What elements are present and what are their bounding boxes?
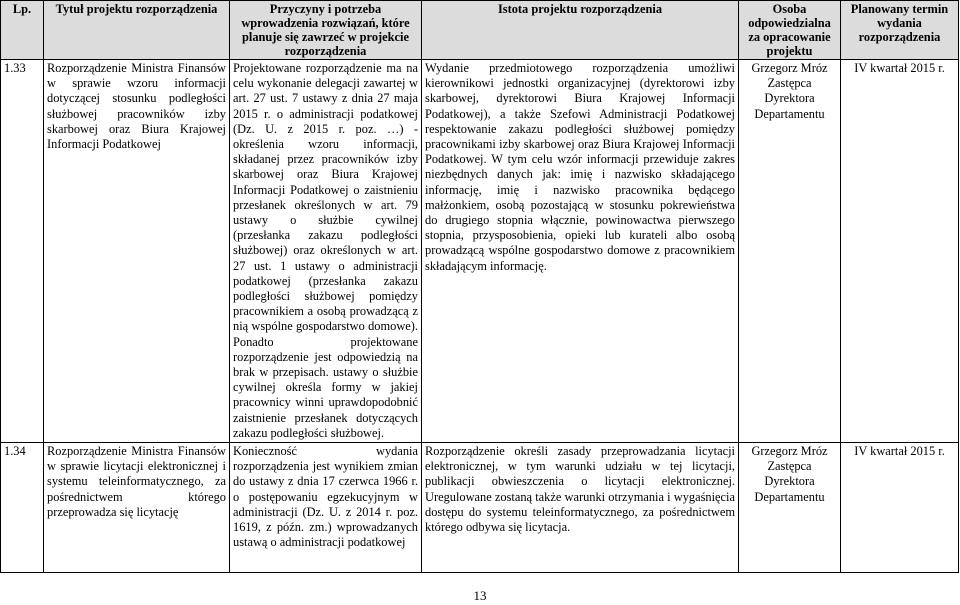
table-row	[1, 443, 959, 573]
header-title: Tytuł projektu rozporządzenia	[44, 1, 230, 60]
header-reasons: Przyczyny i potrzeba wprowadzenia rozwiązań, które planuje się zawrzeć w projekcie rozporządzenia	[230, 1, 422, 60]
row-essence: Rozporządzenie określi zasady przeprowadzania licytacji elektronicznej, w tym warunki udziału w tej licytacji, publikacji obwieszczenia o licytacji elektronicznej. Uregulowane zostaną także warunki otrzymania i wygaśnięcia dostępu do systemu teleinformatycznego, za pośrednictwem którego odbywa się licytacja.	[422, 443, 739, 573]
row-reasons: Projektowane rozporządzenie ma na celu wykonanie delegacji zawartej w art. 27 ust. 7 ustawy z dnia 27 maja 2015 r. o administracji podatkowej (Dz. U. z 2015 r. poz. …) - określenia wzoru informacji, składanej przez pracowników izby skarbowej oraz Biura Krajowej Informacji Podatkowej o zaistnieniu przesłanek określonych w art. 79 ustawy o służbie cywilnej (przesłanka zakazu podległości służbowej) oraz określonych w art. 27 ust. 1 ustawy o administracji podatkowej (przesłanka zakazu podległości służbowej pomiędzy pracownikiem a osobą prowadzącą z nią wspólne gospodarstwo domowe). Ponadto projektowane rozporządzenie jest odpowiedzią na brak w przepisach. ustawy o służbie cywilnej określa formy w jakiej pracownicy winni uprawdopodobnić zaistnienie przesłanek dotyczących zakazu podległości służbowej.	[230, 60, 422, 443]
row-person: Grzegorz Mróz Zastępca Dyrektora Departamentu	[739, 443, 841, 573]
row-title: Rozporządzenie Ministra Finansów w sprawie licytacji elektronicznej i systemu teleinformatycznego, za pośrednictwem którego przeprowadza się licytację	[44, 443, 230, 573]
page-number: 13	[473, 588, 487, 603]
row-person: Grzegorz Mróz Zastępca Dyrektora Departamentu	[739, 60, 841, 443]
header-lp: Lp.	[1, 1, 44, 60]
row-lp: 1.34	[1, 443, 44, 573]
row-reasons: Konieczność wydania rozporządzenia jest wynikiem zmian do ustawy z dnia 17 czerwca 1966 r. o postępowaniu egzekucyjnym w administracji (Dz. U. z 2014 r. poz. 1619, z późn. zm.) wprowadzanych ustawą o administracji podatkowej	[230, 443, 422, 573]
row-term: IV kwartał 2015 r.	[841, 443, 959, 573]
row-essence: Wydanie przedmiotowego rozporządzenia umożliwi kierownikowi jednostki organizacyjnej (dyrektorowi izby skarbowej, dyrektorowi Biura Krajowej Informacji Podatkowej), a także Szefowi Administracji Podatkowej respektowanie zakazu podległości służbowej pomiędzy pracownikami izby skarbowej oraz Biura Krajowej Informacji Podatkowej. W tym celu wzór informacji przewiduje zakres niezbędnych danych jak: imię i nazwisko składającego informację, imię i nazwisko pracownika będącego małżonkiem, osobą pozostającą w stosunku pokrewieństwa do drugiego stopnia włącznie, powinowactwa pierwszego stopnia, przysposobienia, opieki lub kurateli albo osobą prowadzącą wspólne gospodarstwo domowe z pracownikiem składającym informację.	[422, 60, 739, 443]
header-row	[1, 1, 959, 60]
header-term: Planowany termin wydania rozporządzenia	[841, 1, 959, 60]
row-term: IV kwartał 2015 r.	[841, 60, 959, 443]
row-title: Rozporządzenie Ministra Finansów w sprawie wzoru informacji dotyczącej stosunku podległości służbowej pracowników izby skarbowej oraz Biura Krajowej Informacji Podatkowej	[44, 60, 230, 443]
row-lp: 1.33	[1, 60, 44, 443]
header-essence: Istota projektu rozporządzenia	[422, 1, 739, 60]
header-person: Osoba odpowiedzialna za opracowanie projektu	[739, 1, 841, 60]
table-row	[1, 60, 959, 443]
